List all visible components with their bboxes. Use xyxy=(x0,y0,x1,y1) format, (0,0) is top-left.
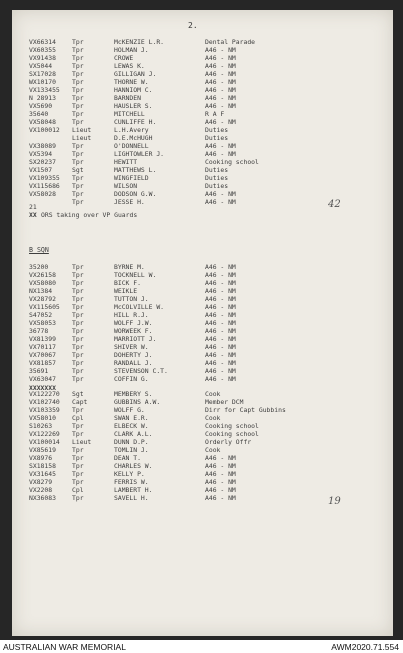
rank: Tpr xyxy=(72,462,84,470)
duty: A46 - NM xyxy=(205,454,236,462)
roster-row xyxy=(12,158,393,166)
rank: Tpr xyxy=(72,406,84,414)
duty: A46 - NM xyxy=(205,94,236,102)
soldier-name: HOLMAN J. xyxy=(114,46,149,54)
duty: Duties xyxy=(205,166,229,174)
rank: Tpr xyxy=(72,198,84,206)
duty: A46 - NM xyxy=(205,335,236,343)
roster-row xyxy=(12,375,393,383)
section-a-note: ORS taking over VP Guards xyxy=(41,211,138,219)
duty: Member DCM xyxy=(205,398,244,406)
roster-row xyxy=(12,174,393,182)
duty: A46 - NM xyxy=(205,271,236,279)
roster-row xyxy=(12,454,393,462)
roster-row xyxy=(12,303,393,311)
service-number: NX36083 xyxy=(29,494,56,502)
rank: Tpr xyxy=(72,295,84,303)
duty: Cook xyxy=(205,414,221,422)
footer-institution: AUSTRALIAN WAR MEMORIAL xyxy=(3,642,126,652)
service-number: VX58080 xyxy=(29,279,56,287)
roster-row xyxy=(12,335,393,343)
roster-row xyxy=(12,486,393,494)
pencil-note-42: 42 xyxy=(328,199,341,210)
soldier-name: ELBECK W. xyxy=(114,422,149,430)
duty: A46 - NM xyxy=(205,367,236,375)
duty: Duties xyxy=(205,182,229,190)
duty: A46 - NM xyxy=(205,86,236,94)
soldier-name: TOCKNELL W. xyxy=(114,271,157,279)
duty: A46 - NM xyxy=(205,279,236,287)
rank: Tpr xyxy=(72,454,84,462)
rank: Tpr xyxy=(72,478,84,486)
roster-row xyxy=(12,263,393,271)
soldier-name: DUNN D.P. xyxy=(114,438,149,446)
rank: Tpr xyxy=(72,86,84,94)
duty: R A F xyxy=(205,110,225,118)
roster-row xyxy=(12,70,393,78)
rank: Tpr xyxy=(72,327,84,335)
soldier-name: L.H.Avery xyxy=(114,126,149,134)
duty: A46 - NM xyxy=(205,263,236,271)
service-number: VX66314 xyxy=(29,38,56,46)
rank: Tpr xyxy=(72,54,84,62)
rank: Tpr xyxy=(72,190,84,198)
duty: A46 - NM xyxy=(205,303,236,311)
roster-row xyxy=(12,86,393,94)
roster-row xyxy=(12,446,393,454)
roster-row xyxy=(12,351,393,359)
rank: Tpr xyxy=(72,279,84,287)
roster-row xyxy=(12,279,393,287)
duty: A46 - NM xyxy=(205,287,236,295)
service-number: VX115605 xyxy=(29,303,60,311)
duty: A46 - NM xyxy=(205,62,236,70)
soldier-name: SWAN E.R. xyxy=(114,414,149,422)
roster-row xyxy=(12,359,393,367)
service-number: VX122269 xyxy=(29,430,60,438)
soldier-name: GUBBINS A.W. xyxy=(114,398,161,406)
soldier-name: MARRIOTT J. xyxy=(114,335,157,343)
rank: Tpr xyxy=(72,470,84,478)
duty: Dental Parade xyxy=(205,38,256,46)
duty: A46 - NM xyxy=(205,190,236,198)
service-number: 35200 xyxy=(29,263,49,271)
rank: Tpr xyxy=(72,367,84,375)
rank: Tpr xyxy=(72,311,84,319)
soldier-name: BYRNE M. xyxy=(114,263,145,271)
rank: Tpr xyxy=(72,422,84,430)
roster-row xyxy=(12,94,393,102)
service-number: VX28792 xyxy=(29,295,56,303)
service-number: 36778 xyxy=(29,327,49,335)
rank: Capt xyxy=(72,398,88,406)
soldier-name: DOHERTY J. xyxy=(114,351,153,359)
duty: Cooking school xyxy=(205,430,259,438)
duty: A46 - NM xyxy=(205,359,236,367)
soldier-name: BARNDEN xyxy=(114,94,141,102)
rank: Tpr xyxy=(72,303,84,311)
rank: Tpr xyxy=(72,430,84,438)
roster-row xyxy=(12,311,393,319)
service-number: VX109355 xyxy=(29,174,60,182)
duty: A46 - NM xyxy=(205,118,236,126)
pencil-note-19: 19 xyxy=(328,496,341,507)
rank: Tpr xyxy=(72,359,84,367)
service-number: VX38089 xyxy=(29,142,56,150)
duty: A46 - NM xyxy=(205,343,236,351)
soldier-name: TOMLIN J. xyxy=(114,446,149,454)
rank: Lieut xyxy=(72,126,92,134)
soldier-name: WOLFF G. xyxy=(114,406,145,414)
page-number: 2. xyxy=(188,21,198,30)
roster-row xyxy=(12,470,393,478)
duty: Cooking school xyxy=(205,158,259,166)
service-number: VX91438 xyxy=(29,54,56,62)
duty: Duties xyxy=(205,126,229,134)
service-number: VX115686 xyxy=(29,182,60,190)
roster-row xyxy=(12,287,393,295)
roster-row xyxy=(12,398,393,406)
rank: Tpr xyxy=(72,150,84,158)
duty: A46 - NM xyxy=(205,46,236,54)
rank: Tpr xyxy=(72,287,84,295)
soldier-name: STEVENSON C.T. xyxy=(114,367,168,375)
service-number: VX100012 xyxy=(29,126,60,134)
soldier-name: McKENZIE L.R. xyxy=(114,38,165,46)
rank: Lieut xyxy=(72,438,92,446)
service-number: VX58048 xyxy=(29,118,56,126)
service-number: VX70117 xyxy=(29,343,56,351)
soldier-name: CHARLES W. xyxy=(114,462,153,470)
service-number: VX26158 xyxy=(29,271,56,279)
soldier-name: O'DONNELL xyxy=(114,142,149,150)
soldier-name: LAMBERT H. xyxy=(114,486,153,494)
roster-row xyxy=(12,438,393,446)
soldier-name: SHIVER W. xyxy=(114,343,149,351)
roster-row xyxy=(12,46,393,54)
rank: Tpr xyxy=(72,70,84,78)
section-a-total: 21 xyxy=(29,203,37,211)
rank: Tpr xyxy=(72,94,84,102)
roster-row xyxy=(12,190,393,198)
duty: A46 - NM xyxy=(205,478,236,486)
service-number: N 28913 xyxy=(29,94,56,102)
roster-row xyxy=(12,327,393,335)
soldier-name: COFFIN G. xyxy=(114,375,149,383)
roster-row xyxy=(12,271,393,279)
rank: Tpr xyxy=(72,174,84,182)
rank: Tpr xyxy=(72,446,84,454)
rank: Tpr xyxy=(72,102,84,110)
service-number: VX58053 xyxy=(29,319,56,327)
rank: Sgt xyxy=(72,390,84,398)
duty: A46 - NM xyxy=(205,462,236,470)
roster-row xyxy=(12,406,393,414)
service-number: S47052 xyxy=(29,311,53,319)
rank: Lieut xyxy=(72,134,92,142)
soldier-name: LIGHTOWLER J. xyxy=(114,150,165,158)
service-number: VX8279 xyxy=(29,478,53,486)
service-number: VX81857 xyxy=(29,359,56,367)
duty: Dirr for Capt Gubbins xyxy=(205,406,286,414)
duty: A46 - NM xyxy=(205,70,236,78)
service-number: VX5690 xyxy=(29,102,53,110)
roster-row xyxy=(12,182,393,190)
roster-row xyxy=(12,343,393,351)
soldier-name: WORWEEK F. xyxy=(114,327,153,335)
soldier-name: D.E.McHUGH xyxy=(114,134,153,142)
service-number: SX20237 xyxy=(29,158,56,166)
service-number: VX58010 xyxy=(29,414,56,422)
soldier-name: McCOLVILLE W. xyxy=(114,303,165,311)
soldier-name: MITCHELL xyxy=(114,110,145,118)
service-number: VX85619 xyxy=(29,446,56,454)
soldier-name: GILLIGAN J. xyxy=(114,70,157,78)
duty: A46 - NM xyxy=(205,470,236,478)
roster-row xyxy=(12,38,393,46)
footer-accession: AWM2020.71.554 xyxy=(331,642,399,652)
rank: Tpr xyxy=(72,351,84,359)
rank: Tpr xyxy=(72,110,84,118)
soldier-name: LEWAS K. xyxy=(114,62,145,70)
rank: Sgt xyxy=(72,166,84,174)
archive-footer xyxy=(0,640,403,653)
soldier-name: DODSON G.W. xyxy=(114,190,157,198)
section-a-note-strike: XX xyxy=(29,211,37,219)
service-number: VX31645 xyxy=(29,470,56,478)
duty: A46 - NM xyxy=(205,351,236,359)
roster-row xyxy=(12,110,393,118)
roster-row xyxy=(12,142,393,150)
duty: A46 - NM xyxy=(205,486,236,494)
service-number: VX100014 xyxy=(29,438,60,446)
roster-row xyxy=(12,150,393,158)
soldier-name: CLARK A.L. xyxy=(114,430,153,438)
section-b-strike: XXXXXXX xyxy=(29,384,56,392)
soldier-name: FERRIS W. xyxy=(114,478,149,486)
service-number: 35640 xyxy=(29,110,49,118)
duty: A46 - NM xyxy=(205,375,236,383)
duty: A46 - NM xyxy=(205,319,236,327)
service-number: VX133455 xyxy=(29,86,60,94)
soldier-name: DEAN T. xyxy=(114,454,141,462)
roster-row xyxy=(12,414,393,422)
roster-row xyxy=(12,319,393,327)
rank: Tpr xyxy=(72,46,84,54)
rank: Tpr xyxy=(72,158,84,166)
roster-row xyxy=(12,78,393,86)
roster-row xyxy=(12,118,393,126)
soldier-name: JESSE H. xyxy=(114,198,145,206)
soldier-name: THORNE W. xyxy=(114,78,149,86)
duty: Cook xyxy=(205,446,221,454)
roster-row xyxy=(12,295,393,303)
document-page xyxy=(12,10,393,636)
roster-row xyxy=(12,102,393,110)
duty: A46 - NM xyxy=(205,494,236,502)
soldier-name: RANDALL J. xyxy=(114,359,153,367)
service-number: WX10170 xyxy=(29,78,56,86)
rank: Tpr xyxy=(72,319,84,327)
rank: Tpr xyxy=(72,263,84,271)
soldier-name: WEIKLE xyxy=(114,287,138,295)
duty: Duties xyxy=(205,174,229,182)
service-number: VX58028 xyxy=(29,190,56,198)
duty: A46 - NM xyxy=(205,78,236,86)
duty: A46 - NM xyxy=(205,102,236,110)
soldier-name: HAUSLER S. xyxy=(114,102,153,110)
soldier-name: WOLFF J.W. xyxy=(114,319,153,327)
section-b-heading: B SQN xyxy=(29,246,49,254)
soldier-name: SAVELL H. xyxy=(114,494,149,502)
duty: A46 - NM xyxy=(205,150,236,158)
roster-row xyxy=(12,166,393,174)
roster-row xyxy=(12,462,393,470)
soldier-name: HILL R.J. xyxy=(114,311,149,319)
service-number: VX5044 xyxy=(29,62,53,70)
service-number: VX122270 xyxy=(29,390,60,398)
roster-row xyxy=(12,422,393,430)
roster-row xyxy=(12,367,393,375)
duty: A46 - NM xyxy=(205,311,236,319)
rank: Tpr xyxy=(72,335,84,343)
rank: Tpr xyxy=(72,142,84,150)
duty: A46 - NM xyxy=(205,295,236,303)
soldier-name: MATTHEWS L. xyxy=(114,166,157,174)
rank: Tpr xyxy=(72,271,84,279)
service-number: VX60355 xyxy=(29,46,56,54)
rank: Tpr xyxy=(72,182,84,190)
service-number: VX5394 xyxy=(29,150,53,158)
duty: A46 - NM xyxy=(205,54,236,62)
service-number: VX102740 xyxy=(29,398,60,406)
service-number: VX8976 xyxy=(29,454,53,462)
rank: Cpl xyxy=(72,486,84,494)
roster-row xyxy=(12,134,393,142)
rank: Tpr xyxy=(72,375,84,383)
soldier-name: CUNLIFFE H. xyxy=(114,118,157,126)
service-number: NX1384 xyxy=(29,287,53,295)
service-number: SX18158 xyxy=(29,462,56,470)
roster-row xyxy=(12,430,393,438)
service-number: VX81399 xyxy=(29,335,56,343)
rank: Tpr xyxy=(72,343,84,351)
rank: Tpr xyxy=(72,78,84,86)
soldier-name: TUTTON J. xyxy=(114,295,149,303)
duty: A46 - NM xyxy=(205,198,236,206)
soldier-name: WINGFIELD xyxy=(114,174,149,182)
service-number: 35691 xyxy=(29,367,49,375)
rank: Cpl xyxy=(72,414,84,422)
soldier-name: WILSON xyxy=(114,182,138,190)
soldier-name: KELLY P. xyxy=(114,470,145,478)
soldier-name: HANNIOM C. xyxy=(114,86,153,94)
service-number: SX17028 xyxy=(29,70,56,78)
service-number: VX1507 xyxy=(29,166,53,174)
duty: Orderly Offr xyxy=(205,438,252,446)
soldier-name: HEWITT xyxy=(114,158,138,166)
roster-row xyxy=(12,390,393,398)
rank: Tpr xyxy=(72,118,84,126)
roster-row xyxy=(12,54,393,62)
service-number: S10263 xyxy=(29,422,53,430)
roster-row xyxy=(12,62,393,70)
soldier-name: BICK F. xyxy=(114,279,141,287)
service-number: VX2208 xyxy=(29,486,53,494)
service-number: VX70067 xyxy=(29,351,56,359)
soldier-name: CROWE xyxy=(114,54,134,62)
rank: Tpr xyxy=(72,494,84,502)
rank: Tpr xyxy=(72,38,84,46)
duty: A46 - NM xyxy=(205,142,236,150)
soldier-name: MEMBERY S. xyxy=(114,390,153,398)
roster-row xyxy=(12,478,393,486)
duty: A46 - NM xyxy=(205,327,236,335)
duty: Cooking school xyxy=(205,422,259,430)
duty: Cook xyxy=(205,390,221,398)
service-number: VX63047 xyxy=(29,375,56,383)
rank: Tpr xyxy=(72,62,84,70)
duty: Duties xyxy=(205,134,229,142)
roster-row xyxy=(12,126,393,134)
service-number: VX103359 xyxy=(29,406,60,414)
